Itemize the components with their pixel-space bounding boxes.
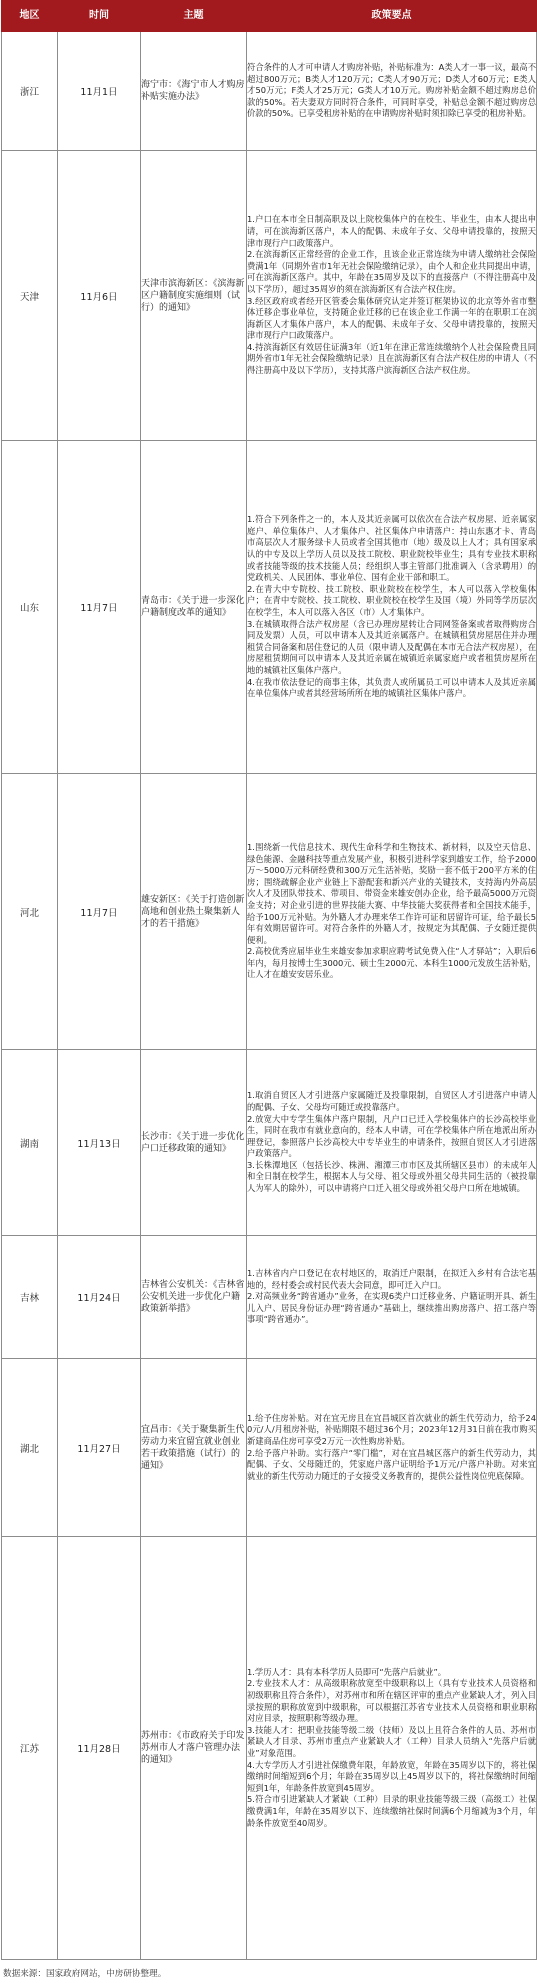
policy-point: 3.在城镇取得合法产权房屋（含已办理房屋转让合同网签备案或者取得购房合同及发票）人员，可以申请本人及其近亲属落户。在城镇租赁房屋居住并办理租赁合同备案和居住登记的人员（限申请人及配偶在本市无合法产权房屋），在房屋租赁期间可以申请本人及其近亲属在城镇近亲属家庭户或者租赁房屋所在地的城镇社区集体户落户。 (247, 618, 536, 675)
policy-point: 符合条件的人才可申请人才购房补贴，补贴标准为：A类人才一事一议，最高不超过800万元；B类人才120万元；C类人才90万元；D类人才60万元；E类人才50万元；F类人才25万元；G类人才10万元。购房补贴金额不超过购房总价款的50%。若夫妻双方同时符合条件，可同时享受，补贴总金额不超过购房总价款的50%。已享受租房补贴的在申请购房补贴时须扣除已享受的租房补贴。 (247, 62, 536, 119)
policy-points-cell (247, 774, 537, 1050)
policy-points-cell (247, 151, 537, 441)
policy-point: 1.取消自贸区人才引进落户家属随迁及投靠限制，自贸区人才引进落户申请人的配偶、子女、父母均可随迁或投靠落户。 (247, 1090, 536, 1112)
date-cell: 11月13日 (58, 1050, 141, 1236)
table-row (2, 774, 537, 1050)
policy-point: 4.在我市依法登记的商事主体，其负责人或所属员工可以申请本人及其近亲属在单位集体户或者其经营场所所在地的城镇社区集体户落户。 (247, 676, 536, 699)
topic-cell: 苏州市：《市政府关于印发苏州市人才落户管理办法的通知》 (141, 1537, 247, 1960)
region-cell: 吉林 (2, 1236, 58, 1359)
policy-point: 1.学历人才：具有本科学历人员即可“先落户后就业”。 (247, 1666, 447, 1677)
policy-point: 2.对高频业务“跨省通办”业务，在实现6类户口迁移业务、户籍证明开具、新生儿入户、居民身份证办理“跨省通办”基础上，继续推出购房落户、招工落户等事项“跨省通办”。 (247, 1291, 536, 1325)
policy-point: 1.吉林省内户口登记在农村地区的，取消迁户限制，在拟迁入乡村有合法宅基地的，经村委会或村民代表大会同意，即可迁入户口。 (247, 1268, 536, 1290)
policy-point: 3.经区政府或者经开区管委会集体研究认定并签订框架协议的北京等外省市整体迁移企事业单位，支持随企业迁移的已在该企业工作满一年的在职职工在滨海新区人才集体户落户，本人的配偶、未成年子女、父母申请投靠的，按照天津市现行户口政策落户。 (247, 295, 536, 341)
date-cell: 11月24日 (58, 1236, 141, 1359)
topic-cell: 青岛市：《关于进一步深化户籍制度改革的通知》 (141, 441, 247, 774)
table-row (2, 151, 537, 441)
policy-point: 3.长株潭地区（包括长沙、株洲、湘潭三市市区及其所辖区县市）的未成年人和全日制在校学生，根据本人与父母、祖父母或外祖父母共同生活的（被投靠人为军人的除外），可以申请将户口迁入祖父母或外祖父母户口所在地城镇。 (247, 1159, 536, 1194)
policy-point: 3.技能人才：把职业技能等级二级（技师）及以上且符合条件的人员、苏州市紧缺人才目录、苏州市重点产业紧缺人才（工种）目录人员纳入“先落户后就业”对象范围。 (247, 1724, 536, 1758)
policy-point: 2.高校优秀应届毕业生来雄安参加求职应聘考试免费入住“人才驿站”；入职后6年内，每月按博士生3000元、硕士生2000元、本科生1000元发放生活补贴，让人才在雄安安居乐业。 (247, 946, 536, 980)
date-cell: 11月6日 (58, 151, 141, 441)
policy-point: 2.给予落户补助。实行落户“零门槛”，对在宜昌城区落户的新生代劳动力，其配偶、子女、父母随迁的，凭家庭户落户证明给予1万元/户落户补助。对来宜就业的新生代劳动力随迁的子女接受义务教育的，提供公益性岗位兜底保障。 (247, 1447, 536, 1481)
topic-cell: 天津市滨海新区：《滨海新区户籍制度实施细则（试行）的通知》 (141, 151, 247, 441)
topic-cell: 宜昌市：《关于聚集新生代劳动力来宜留宜就业创业若干政策措施（试行）的通知》 (141, 1359, 247, 1537)
policy-point: 5.符合市引进紧缺人才紧缺（工种）目录的职业技能等级三级（高级工）社保缴费满1年，年龄在35周岁以下、连续缴纳社保时间满6个月缩减为3个月，年龄条件放宽至40周岁。 (247, 1794, 536, 1828)
topic-cell: 海宁市：《海宁市人才购房补贴实施办法》 (141, 32, 247, 151)
header-policy-points: 政策要点 (247, 1, 537, 32)
header-date: 时间 (58, 1, 141, 32)
topic-cell: 吉林省公安机关：《吉林省公安机关进一步优化户籍政策新举措》 (141, 1236, 247, 1359)
policy-point: 1.围绕新一代信息技术、现代生命科学和生物技术、新材料，以及空天信息、绿色能源、金融科技等重点发展产业，积极引进科学家到雄安工作，给予2000万～5000万元科研经费和300万元生活补贴，奖励一套不低于200平方米的住房；围绕疏解企业产业链上下游配套和新兴产业的关键技术，支持海内外高层次人才及团队带技术、带项目、带资金来雄安创办企业，给予最高5000万元资金支持；对企业引进的世界技能大赛、中华技能大奖获得者和全国技术能手，给予100万元补贴。为外籍人才办理来华工作许可证和居留许可证，给予最长5年有效期居留许可。对符合条件的外籍人才，按规定为其配偶、子女随迁提供便利。 (247, 841, 536, 945)
region-cell: 河北 (2, 774, 58, 1050)
policy-points-cell (247, 1359, 537, 1537)
policy-point: 4.持滨海新区有效居住证满3年（近1年在津正常连续缴纳个人社会保险费且同期外省市1年无社会保险缴纳记录）且在滨海新区有合法产权住房的申请人（不得注册高中及以下学历），支持其落户滨海新区合法产权住房。 (247, 341, 536, 376)
policy-point: 1.户口在本市全日制高职及以上院校集体户的在校生、毕业生，由本人提出申请，可在滨海新区落户，本人的配偶、未成年子女、父母申请投靠的，按照天津市现行户口政策落户。 (247, 214, 536, 248)
region-cell: 江苏 (2, 1537, 58, 1960)
header-region: 地区 (2, 1, 58, 32)
policy-points-cell (247, 441, 537, 774)
table-row (2, 1359, 537, 1537)
policy-point: 1.给予住房补贴。对在宜无房且在宜昌城区首次就业的新生代劳动力，给予240元/人/月租房补贴，补贴期限不超过36个月；2023年12月31日前在我市购买新建商品住房可享受2万元一次性购房补贴。 (247, 1412, 536, 1446)
source-note: 数据来源：国家政府网站，中房研协整理。 (3, 1969, 167, 1979)
policy-points-cell (247, 1537, 537, 1960)
policy-point: 1.符合下列条件之一的，本人及其近亲属可以依次在合法产权房屋、近亲属家庭户、单位集体户、人才集体户、社区集体户申请落户：持山东惠才卡、青岛市高层次人才服务绿卡人员或者全国其他市（地）级及以上人才；具有国家承认的中专及以上学历人员以及技工院校、职业院校毕业生；具有专业技术职称或者技能等级的技术技能人员；经组织人事主管部门批准调入（含录聘用）的党政机关、人民团体、事业单位、国有企业干部和职工。 (247, 514, 536, 583)
region-cell: 浙江 (2, 32, 58, 151)
policy-point: 4.大专学历人才引进社保缴费年限，年龄放宽，年龄在35周岁以下的，将社保缴纳时间缩短到6个月；年龄在35周岁以上45周岁以下的，将社保缴纳时间缩短到1年，年龄条件放宽到45周岁。 (247, 1759, 536, 1793)
table-row (2, 441, 537, 774)
date-cell: 11月1日 (58, 32, 141, 151)
policy-points-cell (247, 1050, 537, 1236)
policy-point: 2.放宽大中专学生集体户落户限制，凡户口已迁入学校集体户的长沙高校毕业生，同时在我市有就业意向的，经本人申请，可在学校集体户所在地派出所办理登记，参照落户长沙高校大中专毕业生的申请条件，按照自贸区人才引进落户政策落户。 (247, 1113, 536, 1159)
table-row (2, 1050, 537, 1236)
policy-point: 2.在滨海新区正常经营的企业工作，且该企业正常连续为申请人缴纳社会保险费满1年（同期外省市1年无社会保险缴纳记录），由个人和企业共同提出申请，可在滨海新区落户。其中，年龄在35周岁及以下的直接落户（不得注册高中及以下学历），超过35周岁的须在滨海新区有合法产权住房。 (247, 249, 536, 294)
date-cell: 11月7日 (58, 774, 141, 1050)
date-cell: 11月28日 (58, 1537, 141, 1960)
table-header-row (2, 1, 537, 32)
policy-points-cell (247, 1236, 537, 1359)
region-cell: 湖南 (2, 1050, 58, 1236)
table-row (2, 1537, 537, 1960)
policy-table (1, 0, 537, 1960)
region-cell: 湖北 (2, 1359, 58, 1537)
topic-cell: 长沙市：《关于进一步优化户口迁移政策的通知》 (141, 1050, 247, 1236)
policy-point: 2.在青大中专院校、技工院校、职业院校在校学生，本人可以落入学校集体户；在青中专院校、技工院校、职业院校在校学生及国（境）外同等学历层次在校学生，本人可以落入各区（市）人才集体户。 (247, 583, 536, 617)
date-cell: 11月27日 (58, 1359, 141, 1537)
policy-points-cell (247, 32, 537, 151)
table-row (2, 1236, 537, 1359)
header-topic: 主题 (141, 1, 247, 32)
date-cell: 11月7日 (58, 441, 141, 774)
policy-point: 2.专业技术人才：从高级职称放宽至中级职称以上（具有专业技术人员资格和初级职称且符合条件），对苏州市和所在辖区评审的重点产业紧缺人才，列入目录按照的职称放宽到中级职称，可以根据江苏省专业技术人员资格和职业职称对应目录，按照职称等级办理。 (247, 1678, 536, 1724)
topic-cell: 雄安新区：《关于打造创新高地和创业热土聚集新人才的若干措施》 (141, 774, 247, 1050)
table-row (2, 32, 537, 151)
region-cell: 天津 (2, 151, 58, 441)
region-cell: 山东 (2, 441, 58, 774)
